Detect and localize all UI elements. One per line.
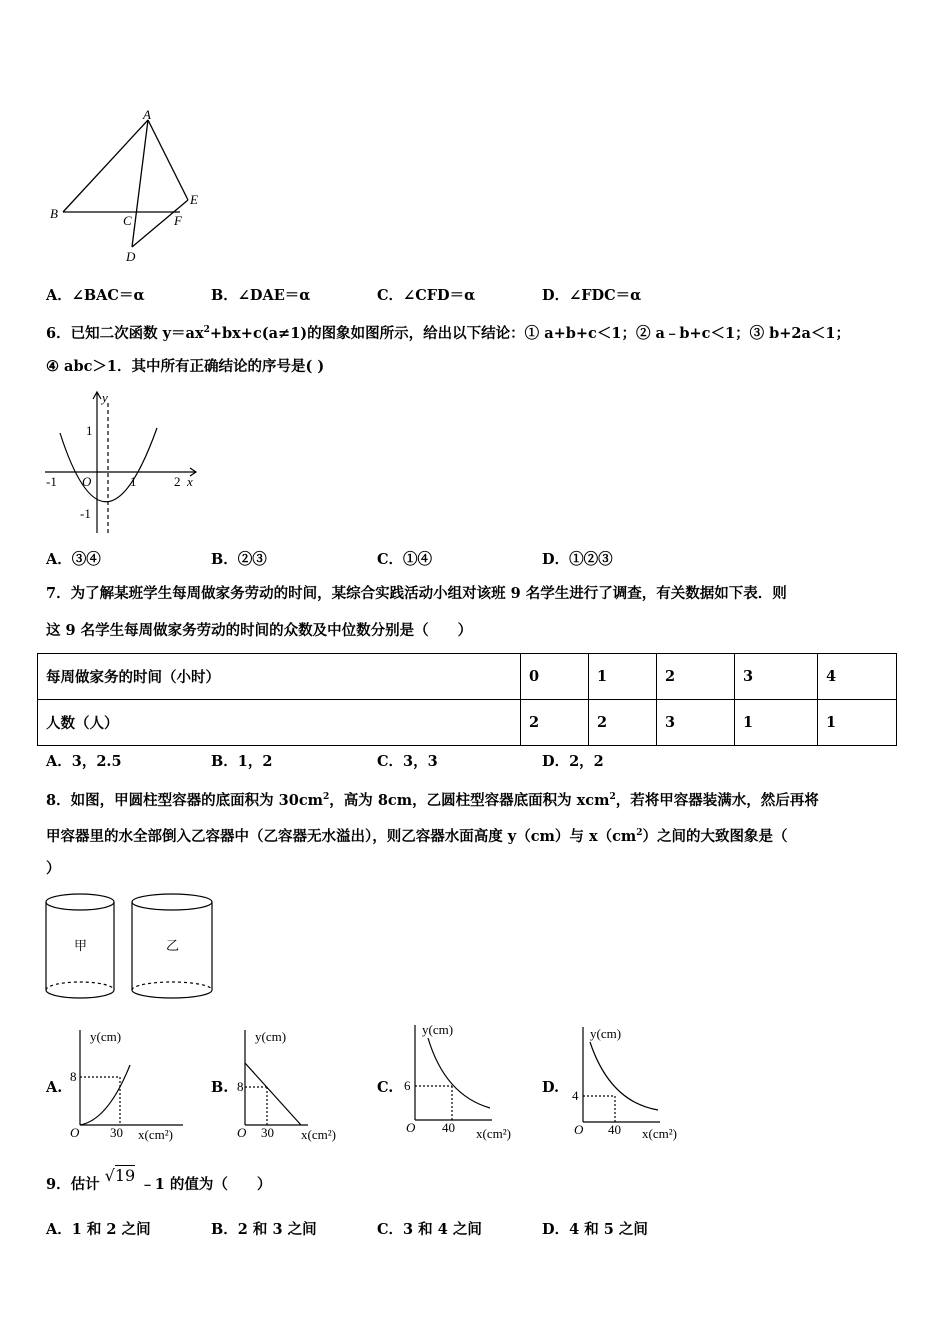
q8-text: 甲容器里的水全部倒入乙容器中（乙容器无水溢出），则乙容器水面高度 y（cm）与 x（cm [46, 827, 637, 845]
svg-text:E: E [190, 192, 198, 207]
q8-option-b[interactable]: B. [211, 1079, 229, 1096]
q9-text: ﹣1 的值为（ ） [140, 1176, 272, 1193]
sqrt-icon: √ [104, 1166, 115, 1185]
table-cell: 4 [818, 654, 897, 700]
svg-text:-1: -1 [46, 474, 57, 489]
svg-text:40: 40 [608, 1122, 621, 1137]
q6-option-b[interactable]: B．②③ [211, 551, 267, 568]
svg-text:8: 8 [70, 1069, 77, 1084]
svg-text:F: F [174, 213, 182, 228]
svg-text:C: C [123, 213, 132, 228]
svg-text:y(cm): y(cm) [255, 1029, 287, 1044]
housework-table [37, 653, 897, 746]
table-header-cell: 每周做家务的时间（小时） [38, 654, 521, 700]
q8-option-a[interactable]: A. [46, 1079, 63, 1096]
svg-text:1: 1 [130, 474, 137, 489]
q7-option-b[interactable]: B．1，2 [211, 753, 273, 770]
table-cell: 2 [657, 654, 735, 700]
q7-option-a[interactable]: A．3，2.5 [46, 753, 122, 770]
svg-text:8: 8 [237, 1079, 244, 1094]
q9-option-d[interactable]: D．4 和 5 之间 [542, 1221, 648, 1238]
q5-option-a[interactable]: A．∠BAC＝α [46, 287, 145, 304]
svg-text:B: B [50, 206, 58, 221]
svg-text:1: 1 [86, 423, 93, 438]
q8-option-c[interactable]: C. [377, 1079, 394, 1096]
svg-text:x(cm²): x(cm²) [138, 1127, 173, 1142]
svg-text:O: O [237, 1125, 247, 1140]
superscript: 2 [203, 325, 210, 335]
svg-text:40: 40 [442, 1120, 455, 1135]
q5-option-c[interactable]: C．∠CFD＝α [377, 287, 476, 304]
table-row [38, 654, 897, 700]
q6-option-d[interactable]: D．①②③ [542, 551, 613, 568]
q5-option-b[interactable]: B．∠DAE＝α [211, 287, 311, 304]
svg-text:x(cm²): x(cm²) [476, 1126, 511, 1141]
q6-option-a[interactable]: A．③④ [46, 551, 101, 568]
svg-text:O: O [70, 1125, 80, 1140]
radicand: 19 [114, 1166, 136, 1185]
parabola-figure [40, 388, 205, 538]
q9-option-b[interactable]: B．2 和 3 之间 [211, 1221, 317, 1238]
table-cell: 3 [735, 654, 818, 700]
triangle-figure [40, 105, 210, 270]
q8-text: ，若将甲容器装满水，然后再将 [615, 791, 819, 809]
q9-option-c[interactable]: C．3 和 4 之间 [377, 1221, 482, 1238]
svg-text:y(cm): y(cm) [90, 1029, 122, 1044]
q7-option-d[interactable]: D．2，2 [542, 753, 604, 770]
svg-text:x(cm²): x(cm²) [642, 1126, 677, 1141]
q8-graph-a[interactable] [68, 1025, 188, 1145]
svg-text:O: O [406, 1120, 416, 1135]
table-cell: 1 [589, 654, 657, 700]
q6-option-c[interactable]: C．①④ [377, 551, 433, 568]
q7-stem-line1: 7．为了解某班学生每周做家务劳动的时间，某综合实践活动小组对该班 9 名学生进行了调查，有关数据如下表．则 [46, 585, 787, 602]
svg-text:30: 30 [261, 1125, 274, 1140]
superscript: 2 [609, 792, 616, 802]
q8-text: 8．如图，甲圆柱型容器的底面积为 30cm [46, 791, 323, 809]
q8-graph-b[interactable] [233, 1025, 353, 1145]
svg-text:A: A [143, 107, 151, 122]
q6-stem-line1 [46, 320, 850, 344]
svg-text:30: 30 [110, 1125, 123, 1140]
svg-text:O: O [574, 1122, 584, 1137]
svg-text:y(cm): y(cm) [422, 1022, 454, 1037]
svg-text:x(cm²): x(cm²) [301, 1127, 336, 1142]
cylinders-figure [42, 890, 222, 1005]
q7-stem-line2: 这 9 名学生每周做家务劳动的时间的众数及中位数分别是（ ） [46, 622, 473, 639]
svg-text:x: x [187, 474, 193, 489]
table-header-cell: 人数（人） [38, 700, 521, 746]
q6-text: +bx+c(a≠1)的图象如图所示，给出以下结论：① a+b+c＜1；② a﹣b+c＜1；③ b+2a＜1； [209, 324, 850, 342]
q8-text: ）之间的大致图象是（ [642, 827, 788, 845]
q9-option-a[interactable]: A．1 和 2 之间 [46, 1221, 151, 1238]
table-row [38, 700, 897, 746]
q8-option-d[interactable]: D. [542, 1079, 560, 1096]
svg-text:y(cm): y(cm) [590, 1026, 622, 1041]
q8-stem-line3: ） [46, 860, 61, 877]
table-cell: 0 [521, 654, 589, 700]
svg-text:6: 6 [404, 1078, 411, 1093]
table-cell: 2 [521, 700, 589, 746]
superscript: 2 [636, 828, 643, 838]
q8-graph-c[interactable] [400, 1020, 525, 1145]
svg-text:O: O [82, 474, 92, 489]
svg-text:D: D [126, 249, 136, 264]
q9-stem [46, 1166, 272, 1195]
q6-text: 6．已知二次函数 y＝ax [46, 324, 204, 342]
q8-stem-line1 [46, 787, 819, 811]
svg-text:y: y [102, 390, 108, 405]
table-cell: 1 [818, 700, 897, 746]
q8-graph-d[interactable] [568, 1022, 693, 1147]
table-cell: 2 [589, 700, 657, 746]
q7-option-c[interactable]: C．3，3 [377, 753, 438, 770]
q5-option-d[interactable]: D．∠FDC＝α [542, 287, 642, 304]
svg-text:甲: 甲 [74, 938, 88, 953]
superscript: 2 [323, 792, 330, 802]
svg-text:2: 2 [174, 474, 181, 489]
q8-text: ，高为 8cm，乙圆柱型容器底面积为 xcm [329, 791, 610, 809]
svg-text:乙: 乙 [166, 938, 180, 953]
table-cell: 3 [657, 700, 735, 746]
svg-text:-1: -1 [80, 506, 91, 521]
sqrt-expression [105, 1166, 136, 1186]
q6-stem-line2: ④ abc＞1．其中所有正确结论的序号是( ) [46, 358, 325, 375]
table-cell: 1 [735, 700, 818, 746]
svg-text:4: 4 [572, 1088, 579, 1103]
q9-text: 9．估计 [46, 1176, 100, 1193]
q8-stem-line2 [46, 823, 788, 847]
